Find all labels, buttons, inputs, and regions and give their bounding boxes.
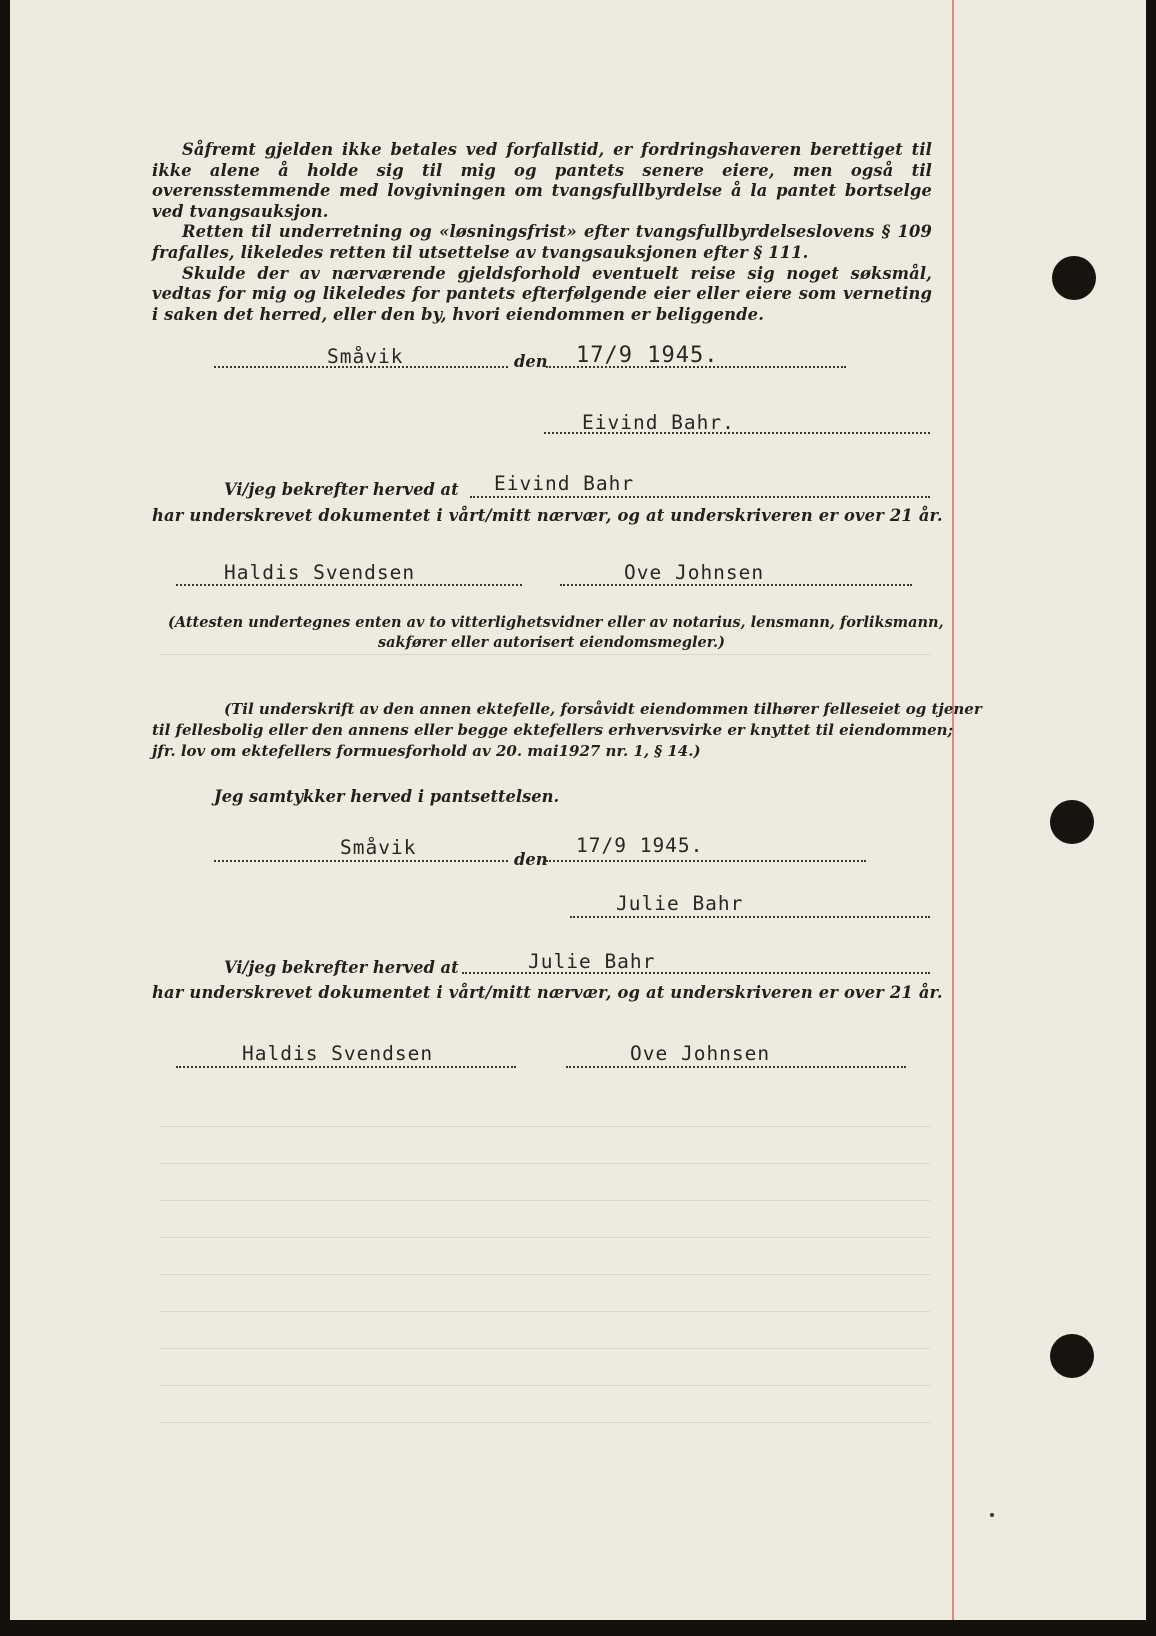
date-value: 17/9 1945.	[576, 343, 719, 368]
confirm-label: Vi/jeg bekrefter herved at	[224, 958, 459, 977]
place-value: Småvik	[327, 345, 404, 368]
den-label: den	[514, 352, 548, 371]
ink-speck	[990, 1513, 994, 1517]
document-page	[10, 0, 1146, 1620]
paragraph-redemption: Retten til underretning og «løsningsfrist» efter tvangsfullbyrdelseslovens § 109 frafalles, likeledes retten til utsettelse av tvangsauksjonen efter § 111.	[152, 222, 932, 262]
witness-2-field	[560, 584, 912, 586]
date-field	[546, 860, 866, 862]
punch-hole-icon	[1050, 800, 1094, 844]
confirm-name-value: Eivind Bahr	[494, 472, 635, 495]
spouse-note-line-2: til fellesbolig eller den annens eller begge ektefellers erhvervsvirke er knyttet til eiendommen;	[152, 721, 954, 739]
confirm-name-field	[470, 496, 930, 498]
den-label: den	[514, 850, 548, 869]
signature-field	[570, 916, 930, 918]
place-value: Småvik	[340, 836, 417, 859]
date-value: 17/9 1945.	[576, 834, 704, 857]
paragraph-venue: Skulde der av nærværende gjeldsforhold eventuelt reise sig noget søksmål, vedtas for mig og likeledes for pantets efterfølgende eier eller eiere som verneting i saken det herred, eller den by, hvori eiendommen er beliggende.	[152, 263, 932, 324]
witness-1-value: Haldis Svendsen	[242, 1042, 434, 1065]
consent-text: Jeg samtykker herved i pantsettelsen.	[214, 787, 560, 806]
confirm-label: Vi/jeg bekrefter herved at	[224, 480, 459, 499]
witness-2-value: Ove Johnsen	[624, 561, 765, 584]
signature-value: Eivind Bahr.	[582, 411, 735, 434]
spouse-note-line-1: (Til underskrift av den annen ektefelle, forsåvidt eiendommen tilhører felleseiet og tjener	[224, 700, 982, 718]
confirm-name-value: Julie Bahr	[528, 950, 656, 973]
witness-1-field	[176, 584, 522, 586]
confirm-line-2: har underskrevet dokumentet i vårt/mitt nærvær, og at underskriveren er over 21 år.	[152, 506, 943, 525]
witness-2-field	[566, 1066, 906, 1068]
attest-note-line-2: sakfører eller autorisert eiendomsmegler.)	[378, 634, 725, 651]
terms-paragraphs	[152, 140, 932, 325]
witness-1-field	[176, 1066, 516, 1068]
place-field	[214, 860, 508, 862]
red-margin-line	[952, 0, 954, 1620]
signature-value: Julie Bahr	[616, 892, 744, 915]
punch-hole-icon	[1050, 1334, 1094, 1378]
attest-note-line-1: (Attesten undertegnes enten av to vitterlighetsvidner eller av notarius, lensmann, forliksmann,	[168, 614, 944, 631]
confirm-line-2: har underskrevet dokumentet i vårt/mitt nærvær, og at underskriveren er over 21 år.	[152, 983, 943, 1002]
spouse-note-line-3: jfr. lov om ektefellers formuesforhold av 20. mai1927 nr. 1, § 14.)	[152, 742, 701, 760]
paragraph-default: Såfremt gjelden ikke betales ved forfallstid, er fordringshaveren berettiget til ikke alene å holde sig til mig og pantets senere eiere, men også til overensstemmende med lovgivningen om tvangsfullbyrdelse å la pantet bortselge ved tvangsauksjon.	[152, 140, 932, 221]
punch-hole-icon	[1052, 256, 1096, 300]
witness-1-value: Haldis Svendsen	[224, 561, 416, 584]
witness-2-value: Ove Johnsen	[630, 1042, 771, 1065]
